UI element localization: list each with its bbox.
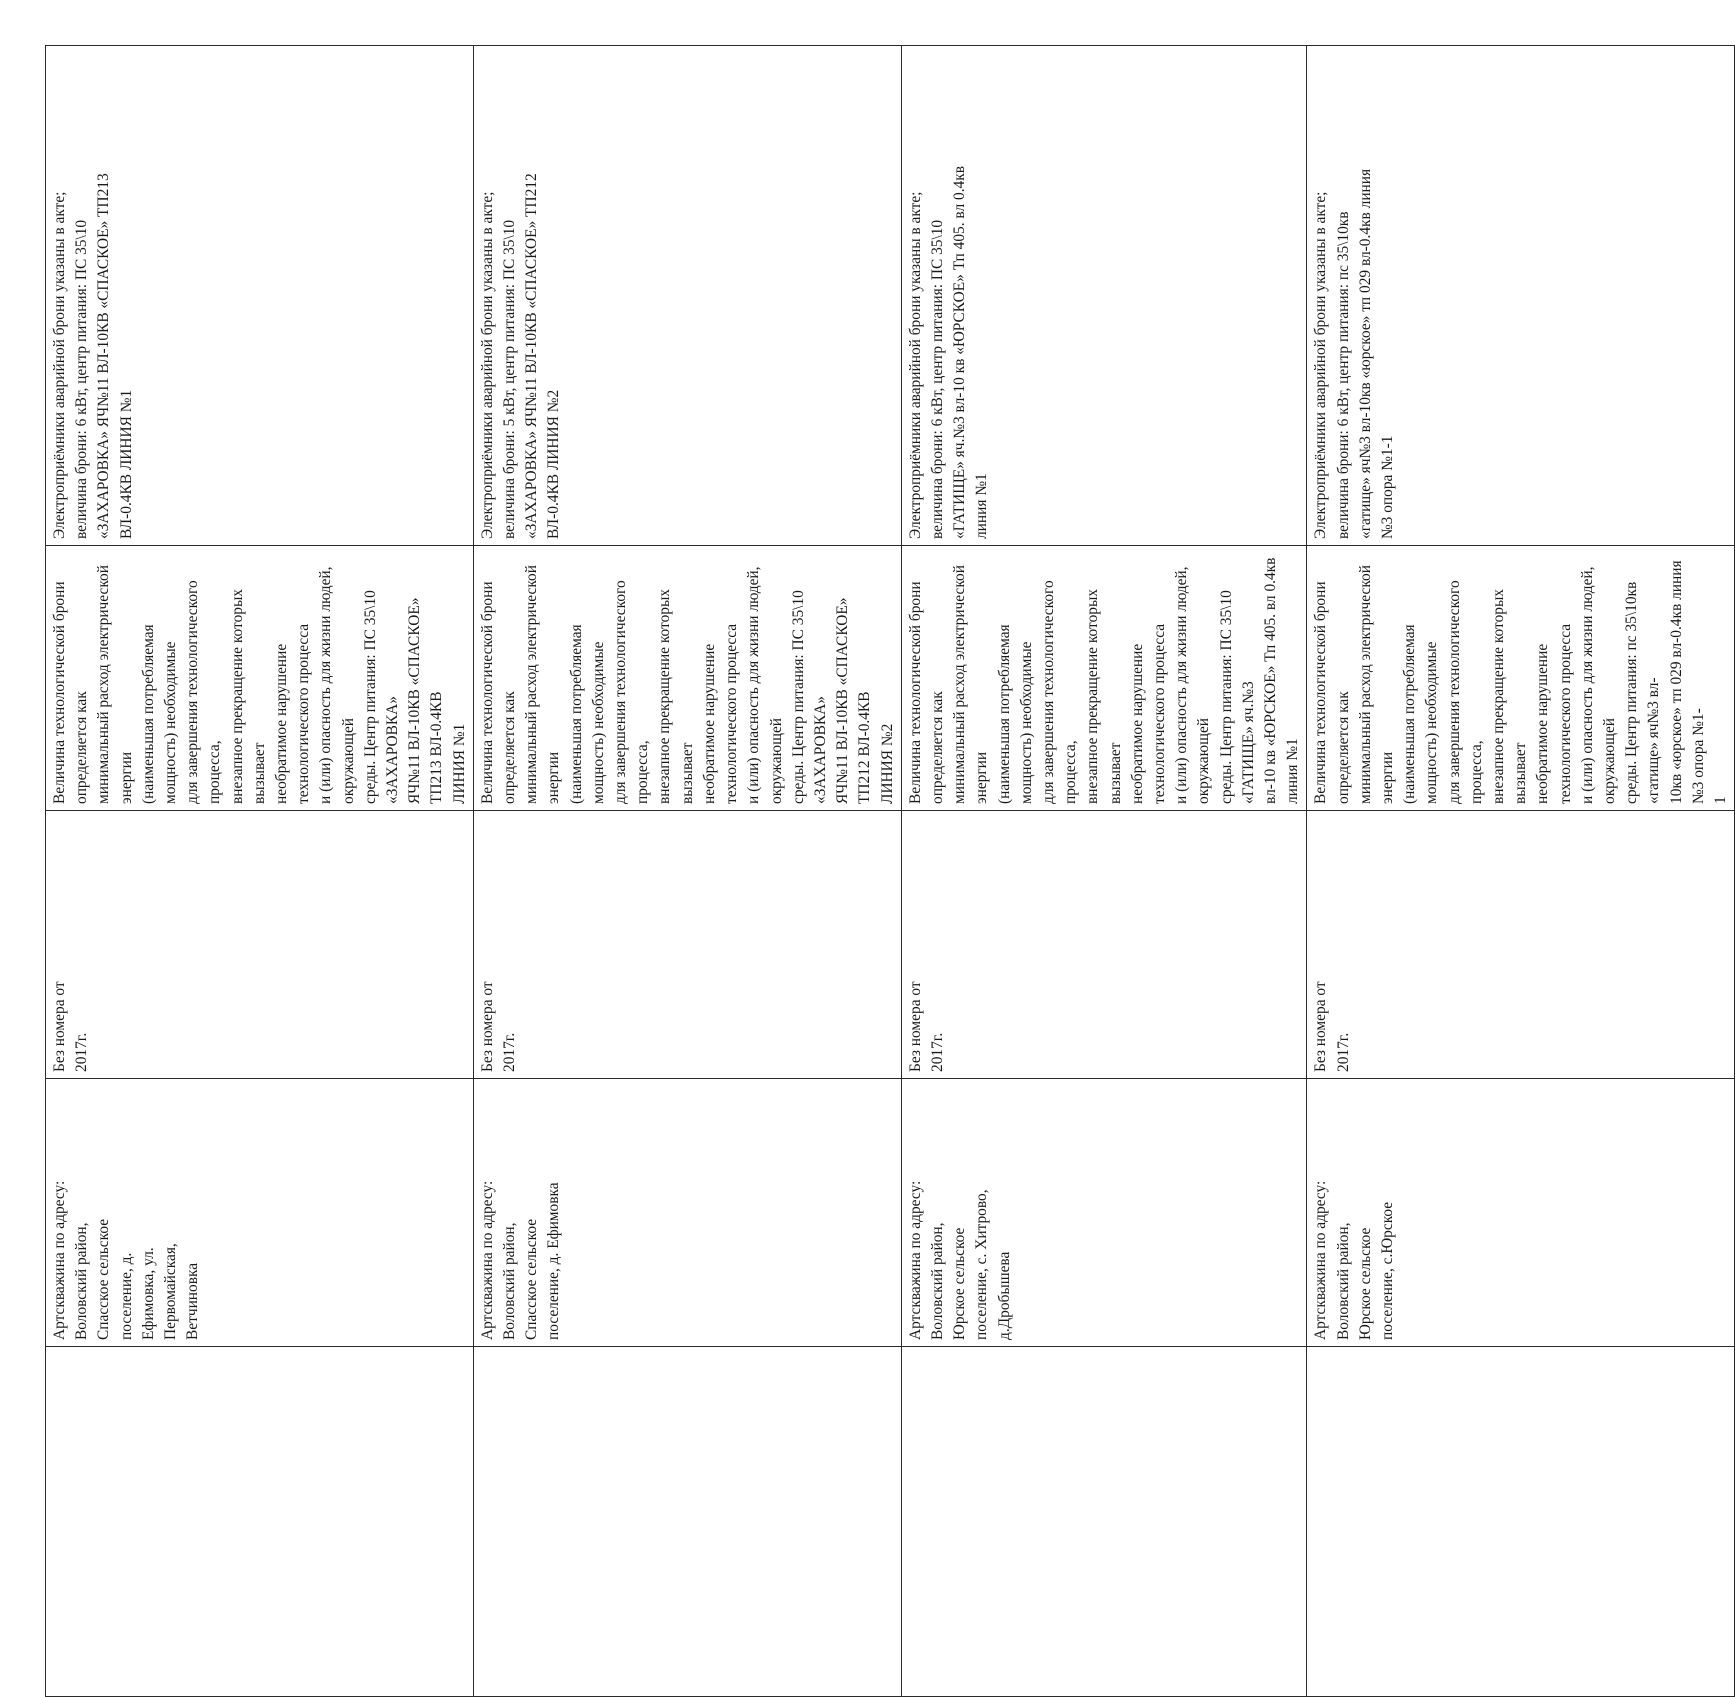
tech-reserve-cell: Величина технологической брони определяется как минимальный расход электрической энергии (наименьшая потребляемая мощность) необходимые для завершения технологического процесса, внезапное прекращение которых вызывает необратимое нарушение технологического процесса и (или) опасность для жизни людей, окружающей среды. Центр питания: ПС 35\10 «ЗАХАРОВКА» ЯЧ№11 ВЛ-10КВ «СПАСКОЕ» ТП212 ВЛ-0.4КВ ЛИНИЯ №2 [473, 546, 901, 811]
act-number-cell: Без номера от 2017г. [46, 811, 474, 1079]
act-number-cell: Без номера от 2017г. [901, 811, 1307, 1079]
table-row [46, 46, 474, 1697]
empty-cell [46, 1347, 474, 1697]
emergency-reserve-cell: Электроприёмники аварийной брони указаны в акте; величина брони: 6 кВт, центр питания: ПС 35\10 «ЗАХАРОВКА» ЯЧ№11 ВЛ-10КВ «СПАСКОЕ» ТП213 ВЛ-0.4КВ ЛИНИЯ №1 [46, 46, 474, 546]
rotated-page [45, 46, 1730, 1697]
table-row [473, 46, 901, 1697]
emergency-reserve-cell: Электроприёмники аварийной брони указаны в акте; величина брони: 6 кВт, центр питания: пс 35\10кв «гатище» яч№3 вл-10кв «юрское» тп 029 вл-0.4кв линия №3 опора №1-1 [1307, 46, 1735, 546]
act-number-cell: Без номера от 2017г. [1307, 811, 1735, 1079]
reservation-table [45, 45, 1735, 1697]
table-row [901, 46, 1307, 1697]
object-address-cell: Артскважина по адресу: Воловский район, Спасское сельское поселение, д. Ефимовка, ул. Первомайская, Ветчиновка [46, 1079, 474, 1347]
tech-reserve-cell: Величина технологической брони определяется как минимальный расход электрической энергии (наименьшая потребляемая мощность) необходимые для завершения технологического процесса, внезапное прекращение которых вызывает необратимое нарушение технологического процесса и (или) опасность для жизни людей, окружающей среды. Центр питания: ПС 35\10 «ЗАХАРОВКА» ЯЧ№11 ВЛ-10КВ «СПАСКОЕ» ТП213 ВЛ-0.4КВ ЛИНИЯ №1 [46, 546, 474, 811]
empty-cell [901, 1347, 1307, 1697]
object-address-cell: Артскважина по адресу: Воловский район, Спасское сельское поселение, д. Ефимовка [473, 1079, 901, 1347]
tech-reserve-cell: Величина технологической брони определяется как минимальный расход электрической энергии (наименьшая потребляемая мощность) необходимые для завершения технологического процесса, внезапное прекращение которых вызывает необратимое нарушение технологического процесса и (или) опасность для жизни людей, окружающей среды. Центр питания: ПС 35\10 «ГАТИЩЕ» яч.№3 вл-10 кв «ЮРСКОЕ» Тп 405. вл 0.4кв линия №1 [901, 546, 1307, 811]
emergency-reserve-cell: Электроприёмники аварийной брони указаны в акте; величина брони: 5 кВт, центр питания: ПС 35\10 «ЗАХАРОВКА» ЯЧ№11 ВЛ-10КВ «СПАСКОЕ» ТП212 ВЛ-0.4КВ ЛИНИЯ №2 [473, 46, 901, 546]
object-address-cell: Артскважина по адресу: Воловский район, Юрское сельское поселение, с. Хитрово, д.Дробышева [901, 1079, 1307, 1347]
empty-cell [473, 1347, 901, 1697]
empty-cell [1307, 1347, 1735, 1697]
act-number-cell: Без номера от 2017г. [473, 811, 901, 1079]
table-row [1307, 46, 1735, 1697]
emergency-reserve-cell: Электроприёмники аварийной брони указаны в акте; величина брони: 6 кВт, центр питания: ПС 35\10 «ГАТИЩЕ» яч.№3 вл-10 кв «ЮРСКОЕ» Тп 405. вл 0.4кв линия №1 [901, 46, 1307, 546]
tech-reserve-cell: Величина технологической брони определяется как минимальный расход электрической энергии (наименьшая потребляемая мощность) необходимые для завершения технологического процесса, внезапное прекращение которых вызывает необратимое нарушение технологического процесса и (или) опасность для жизни людей, окружающей среды. Центр питания: пс 35\10кв «гатище» яч№3 вл- 10кв «юрское» тп 029 вл-0.4кв линия №3 опора №1- 1 [1307, 546, 1735, 811]
object-address-cell: Артскважина по адресу: Воловский район, Юрское сельское поселение, с.Юрское [1307, 1079, 1735, 1347]
